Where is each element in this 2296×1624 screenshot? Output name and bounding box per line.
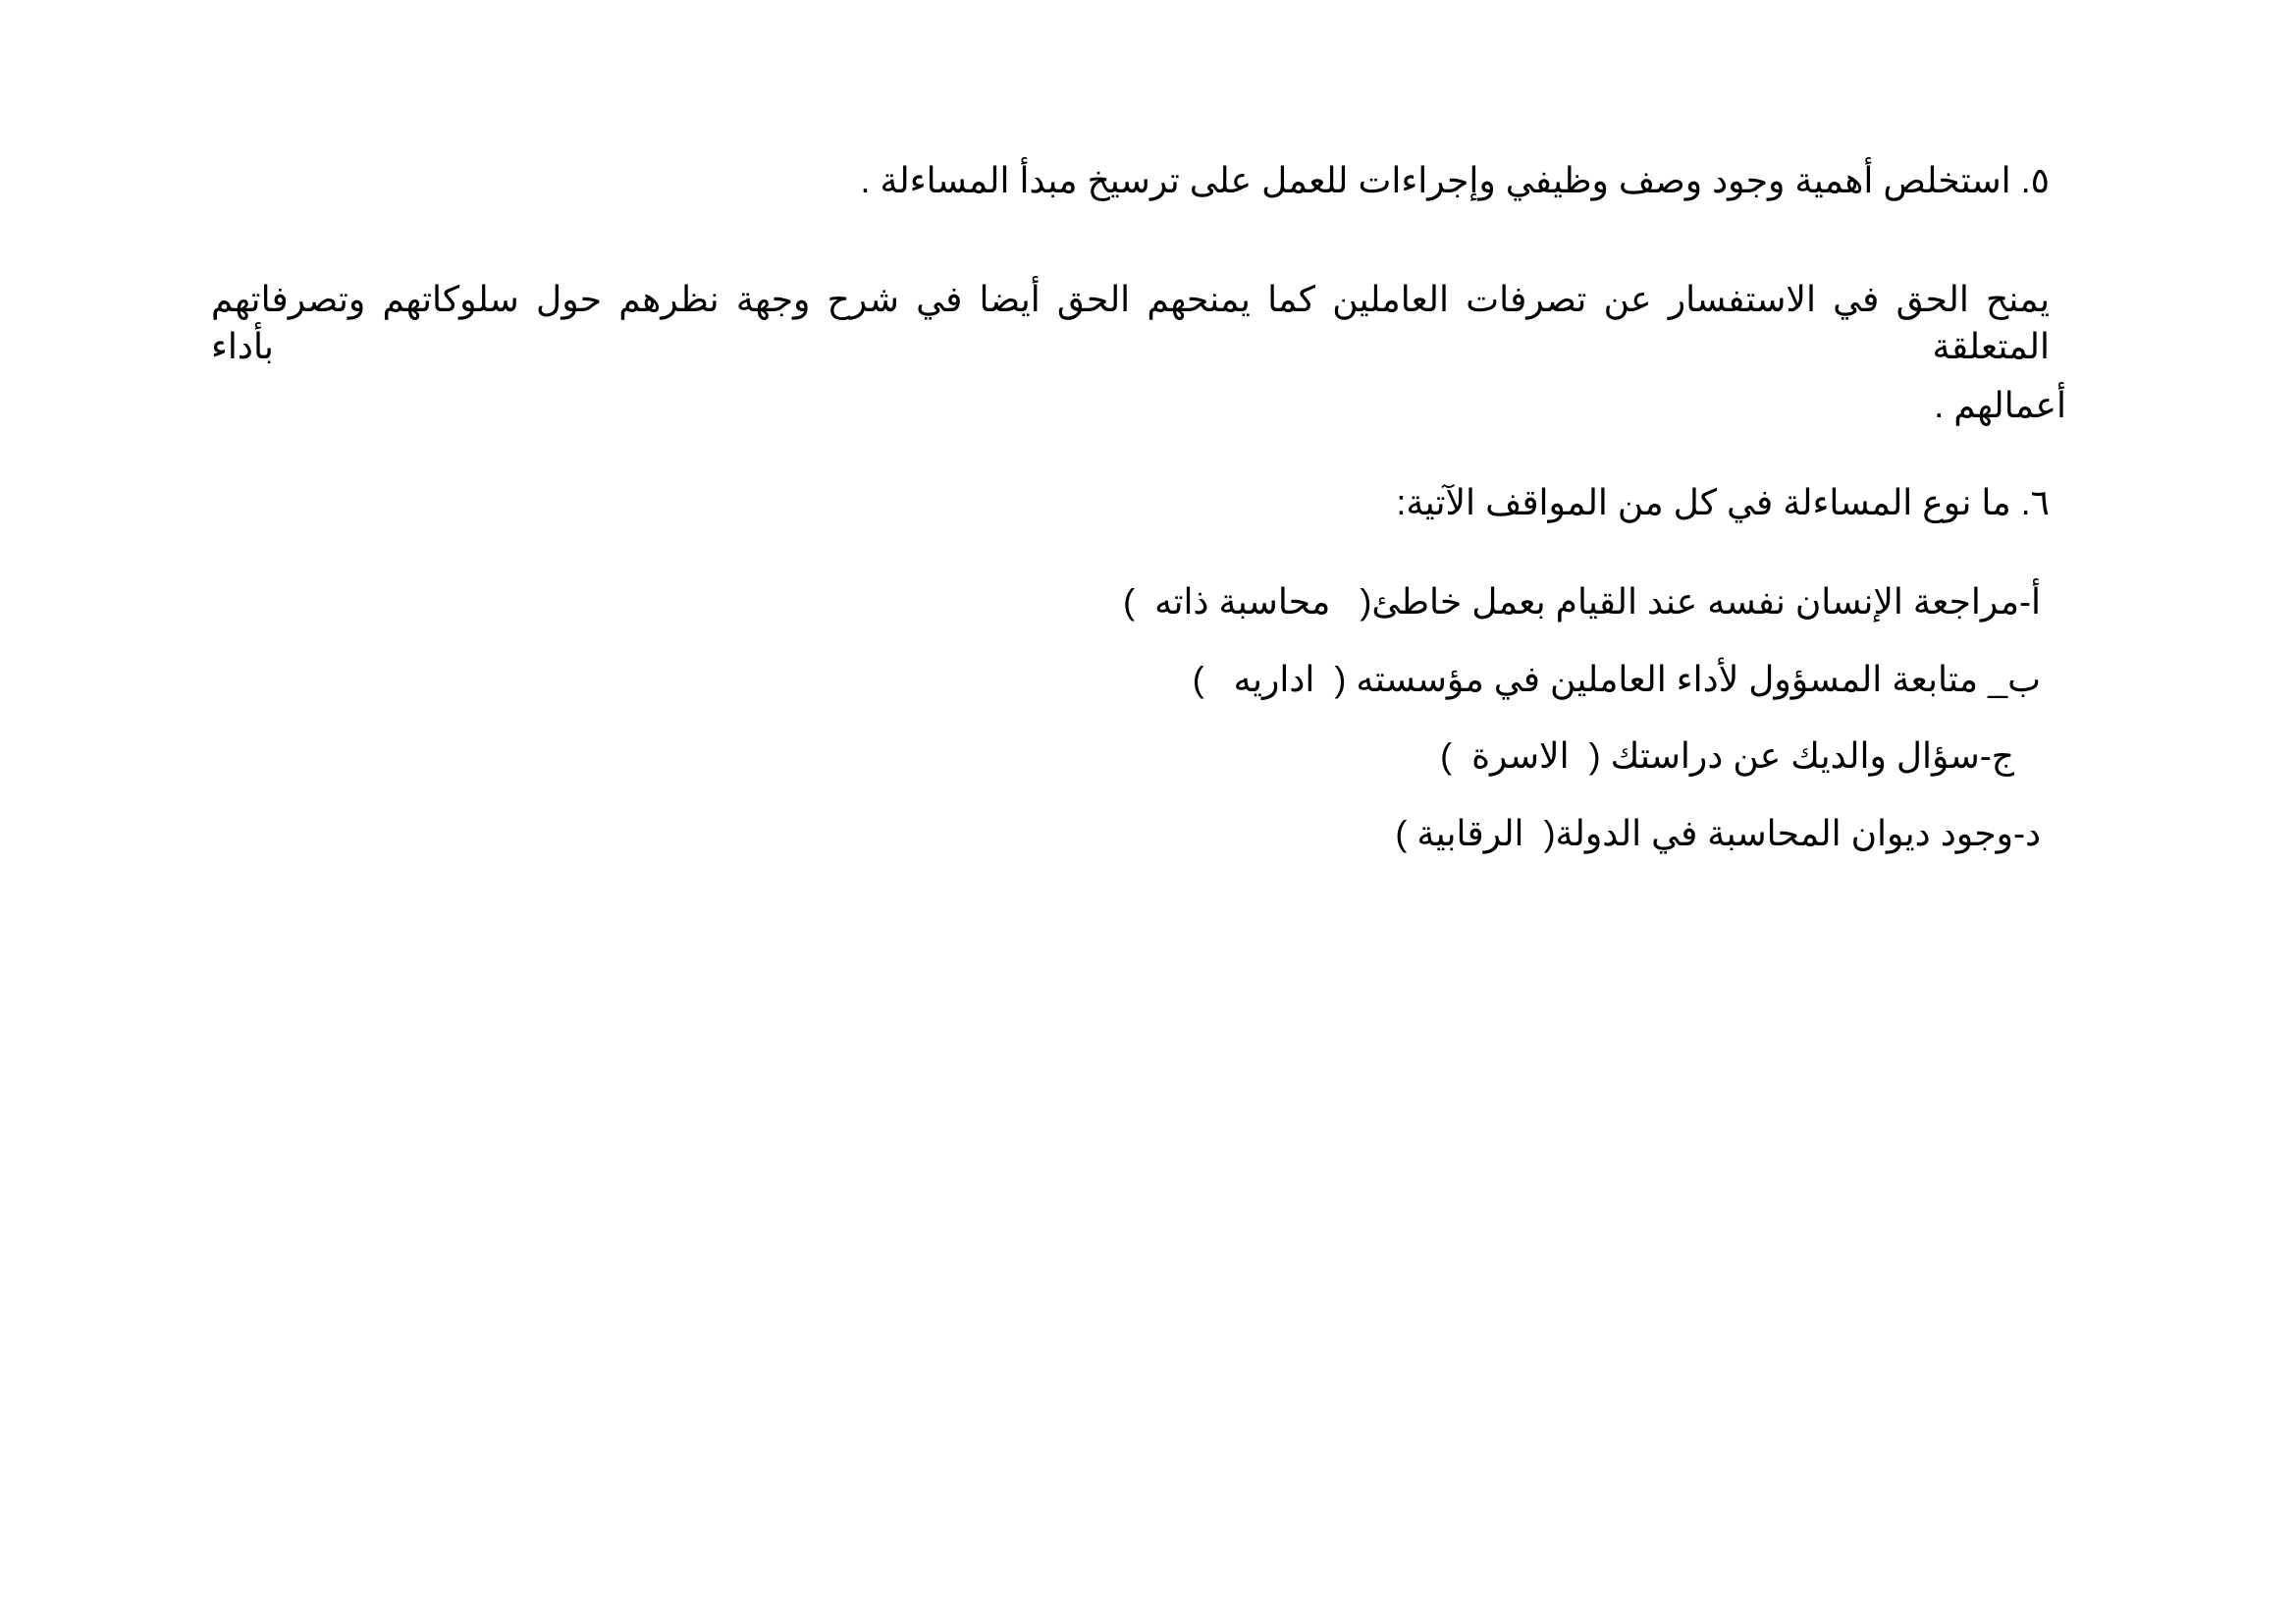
question-6-item-b: ب_ متابعة المسؤول لأداء العاملين في مؤسسته ( اداريه ): [1192, 659, 2041, 699]
question-6-item-a: أ-مراجعة الإنسان نفسه عند القيام بعمل خاطئ( محاسبة ذاته ): [1123, 581, 2041, 622]
question-5-prompt: ٥. استخلص أهمية وجود وصف وظيفي وإجراءات للعمل على ترسيخ مبدأ المساءلة .: [860, 160, 2050, 200]
question-5-answer-line-1: يمنح الحق في الاستفسار عن تصرفات العاملين كما يمنحهم الحق أيضا في شرح وجهة نظرهم حول سلوكاتهم وتصرفاتهم المتعلقة بأداء: [211, 279, 2050, 366]
question-5-answer-line-2: أعمالهم .: [1934, 385, 2066, 425]
question-6-item-c: ج-سؤال والديك عن دراستك ( الاسرة ): [1440, 735, 2014, 776]
question-6-prompt: ٦. ما نوع المساءلة في كل من المواقف الآتية:: [1396, 482, 2050, 522]
question-6-item-d: د-وجود ديوان المحاسبة في الدولة( الرقابية ): [1395, 813, 2041, 853]
